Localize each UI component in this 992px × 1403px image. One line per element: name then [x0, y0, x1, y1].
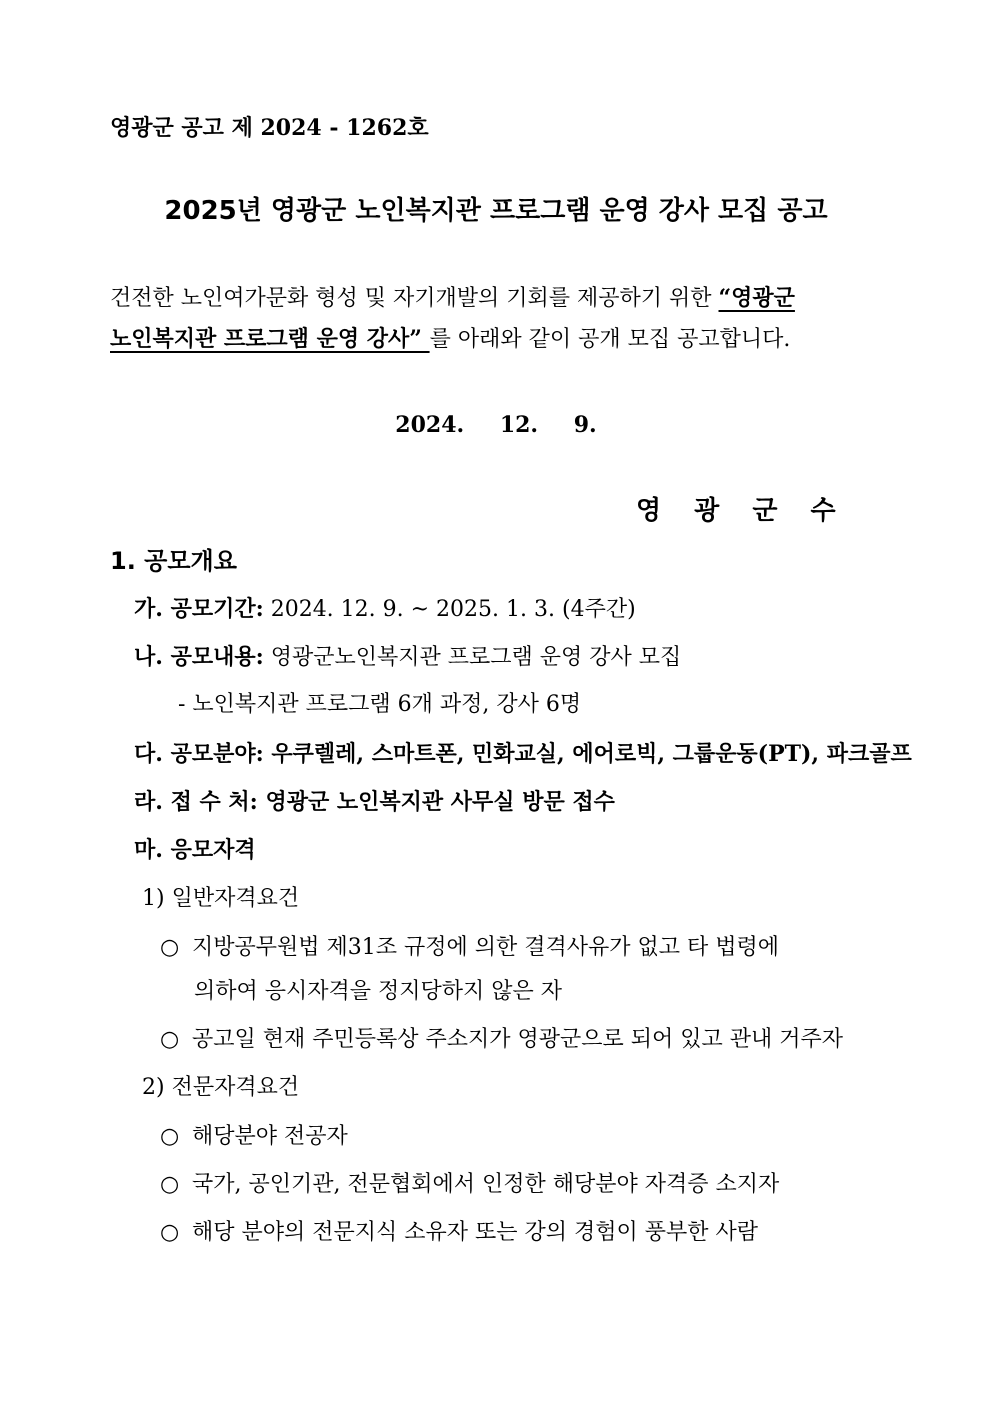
list-item-text: 해당분야 전공자: [192, 1124, 348, 1149]
intro-emphasis-start: “영광군: [718, 285, 795, 311]
item-qualification: 마. 응모자격: [134, 837, 256, 863]
item-reception: [134, 787, 615, 817]
intro-text: 건전한 노인여가문화 형성 및 자기개발의 기회를 제공하기 위한: [110, 286, 719, 311]
circle-bullet-icon: ○: [160, 935, 180, 960]
list-item-text: 공고일 현재 주민등록상 주소지가 영광군으로 되어 있고 관내 거주자: [192, 1027, 844, 1052]
general-requirements-heading: 1) 일반자격요건: [142, 886, 300, 911]
intro-text-end: 를 아래와 같이 공개 모집 공고합니다.: [429, 327, 791, 352]
item-reception-label: 라. 접 수 처:: [134, 789, 258, 815]
section-heading: 1. 공모개요: [110, 547, 237, 575]
item-field: [134, 739, 912, 769]
item-content-label: 나. 공모내용:: [134, 644, 264, 670]
notice-date: 2024. 12. 9.: [395, 412, 597, 438]
page-title: 2025년 영광군 노인복지관 프로그램 운영 강사 모집 공고: [164, 196, 828, 226]
intro-line-1: [110, 283, 884, 314]
list-item-text: 지방공무원법 제31조 규정에 의한 결격사유가 없고 타 법령에: [192, 935, 779, 960]
circle-bullet-icon: ○: [160, 1172, 180, 1197]
circle-bullet-icon: ○: [160, 1220, 180, 1245]
item-field-value: 우쿠렐레, 스마트폰, 민화교실, 에어로빅, 그룹운동(PT), 파크골프: [263, 741, 912, 767]
list-item-text: 국가, 공인기관, 전문협회에서 인정한 해당분야 자격증 소지자: [192, 1172, 780, 1197]
item-period-label: 가. 공모기간:: [134, 596, 264, 622]
circle-bullet-icon: ○: [160, 1027, 180, 1052]
intro-line-2: [110, 324, 790, 355]
item-content: [134, 642, 681, 673]
list-item: [160, 1170, 779, 1200]
item-period-value: 2024. 12. 9. ~ 2025. 1. 3. (4주간): [263, 597, 636, 622]
notice-number: 영광군 공고 제 2024 - 1262호: [110, 115, 429, 141]
list-item: [160, 1218, 758, 1248]
item-content-value: 영광군노인복지관 프로그램 운영 강사 모집: [263, 645, 682, 670]
intro-emphasis-end: 노인복지관 프로그램 운영 강사”: [110, 326, 430, 352]
item-content-detail: - 노인복지관 프로그램 6개 과정, 강사 6명: [178, 692, 582, 717]
list-item: [160, 1025, 843, 1055]
signer: 영 광 군 수: [636, 496, 848, 526]
list-item: [160, 1122, 348, 1152]
item-period: [134, 594, 636, 625]
list-item-text: 해당 분야의 전문지식 소유자 또는 강의 경험이 풍부한 사람: [192, 1220, 758, 1245]
circle-bullet-icon: ○: [160, 1124, 180, 1149]
list-item-continuation: 의하여 응시자격을 정지당하지 않은 자: [194, 979, 563, 1004]
list-item: [160, 933, 779, 963]
special-requirements-heading: 2) 전문자격요건: [142, 1075, 300, 1100]
item-field-label: 다. 공모분야:: [134, 741, 264, 767]
item-reception-value: 영광군 노인복지관 사무실 방문 접수: [257, 789, 615, 815]
